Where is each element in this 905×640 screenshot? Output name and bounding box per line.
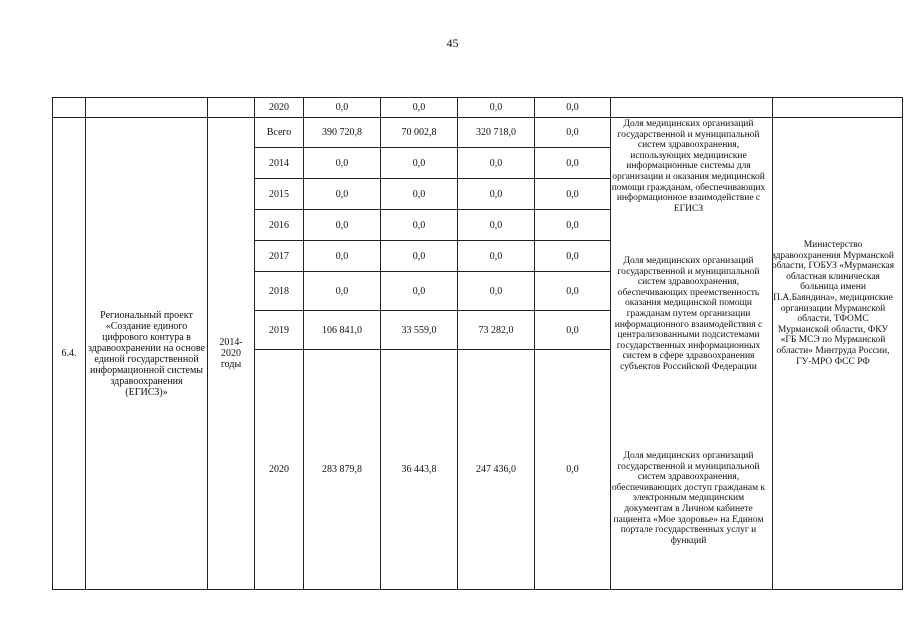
indicator-text: Доля медицинских организаций государственной и муниципальной систем здравоохранения, обеспечивающих преемственность оказания медицинской помощи гражданам путем организации информационного взаимодействия с централизованными подсистемами государственных информационных систем в сфере здравоохранения субъектов Российской Федерации — [614, 256, 763, 372]
amount-cell: 0,0 — [381, 98, 458, 118]
amount-cell: 0,0 — [458, 179, 535, 210]
amount-cell: 0,0 — [458, 272, 535, 311]
amount-cell: 0,0 — [535, 98, 611, 118]
amount-cell: 0,0 — [535, 350, 611, 590]
amount-cell: 320 718,0 — [458, 118, 535, 148]
amount-cell: 0,0 — [535, 311, 611, 350]
table-row — [53, 98, 903, 118]
amount-cell: 73 282,0 — [458, 311, 535, 350]
amount-cell: 0,0 — [535, 241, 611, 272]
amount-cell: 0,0 — [535, 272, 611, 311]
year-cell: 2015 — [255, 179, 304, 210]
amount-cell: 0,0 — [458, 210, 535, 241]
total-cell: 0,0 — [304, 148, 381, 179]
year-cell: 2018 — [255, 272, 304, 311]
year-cell: 2020 — [255, 350, 304, 590]
total-cell: 106 841,0 — [304, 311, 381, 350]
total-cell: 283 879,8 — [304, 350, 381, 590]
total-cell: 0,0 — [304, 210, 381, 241]
amount-cell: 0,0 — [535, 148, 611, 179]
amount-cell: 70 002,8 — [381, 118, 458, 148]
year-cell: 2016 — [255, 210, 304, 241]
amount-cell: 36 443,8 — [381, 350, 458, 590]
indicator-text: Доля медицинских организаций государственной и муниципальной систем здравоохранения, обеспечивающих доступ гражданам к электронным медицинским документам в Личном кабинете пациента «Мое здоровье» на Едином портале государственных услуг и функций — [611, 451, 766, 546]
amount-cell: 0,0 — [381, 272, 458, 311]
amount-cell: 0,0 — [535, 210, 611, 241]
amount-cell: 247 436,0 — [458, 350, 535, 590]
year-cell: 2019 — [255, 311, 304, 350]
page-number: 45 — [446, 36, 459, 50]
total-cell: 0,0 — [304, 241, 381, 272]
amount-cell: 0,0 — [458, 241, 535, 272]
year-cell: 2014 — [255, 148, 304, 179]
amount-cell: 0,0 — [458, 148, 535, 179]
amount-cell: 0,0 — [381, 210, 458, 241]
amount-cell: 0,0 — [381, 179, 458, 210]
total-cell: 390 720,8 — [304, 118, 381, 148]
amount-cell: 0,0 — [535, 179, 611, 210]
project-name: Региональный проект «Создание единого цифрового контура в здравоохранении на основе единой государственной информационной системы здравоохранения (ЕГИСЗ)» — [86, 118, 208, 590]
total-cell: 0,0 — [304, 272, 381, 311]
executors-text: Министерство здравоохранения Мурманской области, ГОБУЗ «Мурманская областная клиническая больница имени П.А.Баяндина», медицинские организации Мурманской области, ТФОМС Мурманской области, ФКУ «ГБ МСЭ по Мурманской области» Минтруда России, ГУ-МРО ФСС РФ — [771, 240, 895, 367]
amount-cell: 0,0 — [381, 148, 458, 179]
amount-cell: 33 559,0 — [381, 311, 458, 350]
table-row — [53, 118, 903, 148]
amount-cell: 0,0 — [458, 98, 535, 118]
total-cell: 0,0 — [304, 179, 381, 210]
project-period: 2014-2020 годы — [208, 118, 255, 590]
year-cell: Всего — [255, 118, 304, 148]
amount-cell: 0,0 — [381, 241, 458, 272]
project-number: 6.4. — [53, 118, 86, 590]
amount-cell: 0,0 — [535, 118, 611, 148]
year-cell: 2020 — [255, 98, 304, 118]
total-cell: 0,0 — [304, 98, 381, 118]
indicator-text: Доля медицинских организаций государственной и муниципальной систем здравоохранения, использующих медицинские информационные системы для организации и оказания медицинской помощи гражданам, обеспечивающих информационное взаимодействие с ЕГИСЗ — [611, 119, 766, 214]
year-cell: 2017 — [255, 241, 304, 272]
